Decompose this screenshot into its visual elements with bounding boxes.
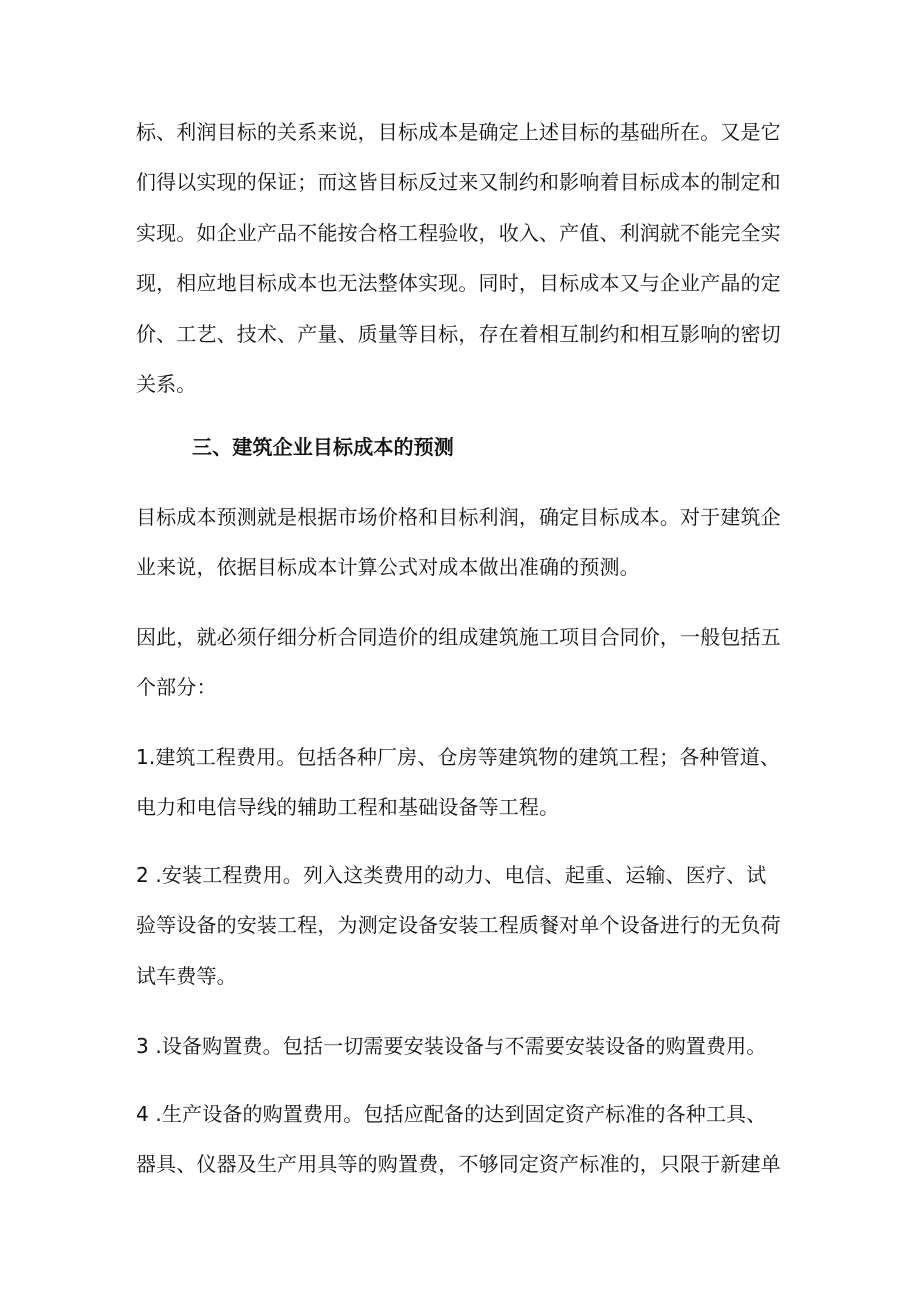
text-line: 3 .设备购置费。包括一切需要安装设备与不需要安装设备的购置费用。 — [136, 1034, 767, 1058]
text-line: 实现。如企业产品不能按合格工程验收，收入、产值、利润就不能完全实 — [136, 221, 781, 245]
text-line: 价、工艺、技术、产量、质量等目标，存在着相互制约和相互影响的密切 — [136, 322, 781, 346]
text-line: 因此，就必须仔细分析合同造价的组成建筑施工项目合同价，一般包括五 — [136, 625, 781, 649]
text-line: 标、利润目标的关系来说，目标成本是确定上述目标的基础所在。又是它 — [136, 120, 781, 144]
text-line: 关系。 — [136, 372, 197, 396]
text-line: 现，相应地目标成本也无法整体实现。同时，目标成本又与企业产晶的定 — [136, 271, 781, 295]
text-line: 个部分： — [136, 675, 217, 699]
text-line: 4 .生产设备的购置费用。包括应配备的达到固定资产标准的各种工具、 — [136, 1102, 767, 1126]
text-line: 1.建筑工程费用。包括各种厂房、仓房等建筑物的建筑工程；各种管道、 — [136, 745, 781, 769]
text-line: 验等设备的安装工程，为测定设备安装工程质餐对单个设备进行的无负荷 — [136, 913, 781, 937]
text-line: 业来说，依据目标成本计算公式对成本做出准确的预测。 — [136, 555, 640, 579]
text-line: 器具、仪器及生产用具等的购置费，不够同定资产标准的，只限于新建单 — [136, 1152, 781, 1176]
text-line: 目标成本预测就是根据市场价格和目标利润，确定目标成本。对于建筑企 — [136, 505, 781, 529]
text-line: 试车费等。 — [136, 964, 237, 988]
text-line: 们得以实现的保证；而这皆目标反过来又制约和影响着目标成本的制定和 — [136, 170, 781, 194]
text-line: 电力和电信导线的辅助工程和基础设备等工程。 — [136, 795, 560, 819]
section-heading: 三、建筑企业目标成本的预测 — [192, 435, 454, 459]
text-line: 2 .安装工程费用。列入这类费用的动力、电信、起重、运输、医疗、试 — [136, 863, 767, 887]
